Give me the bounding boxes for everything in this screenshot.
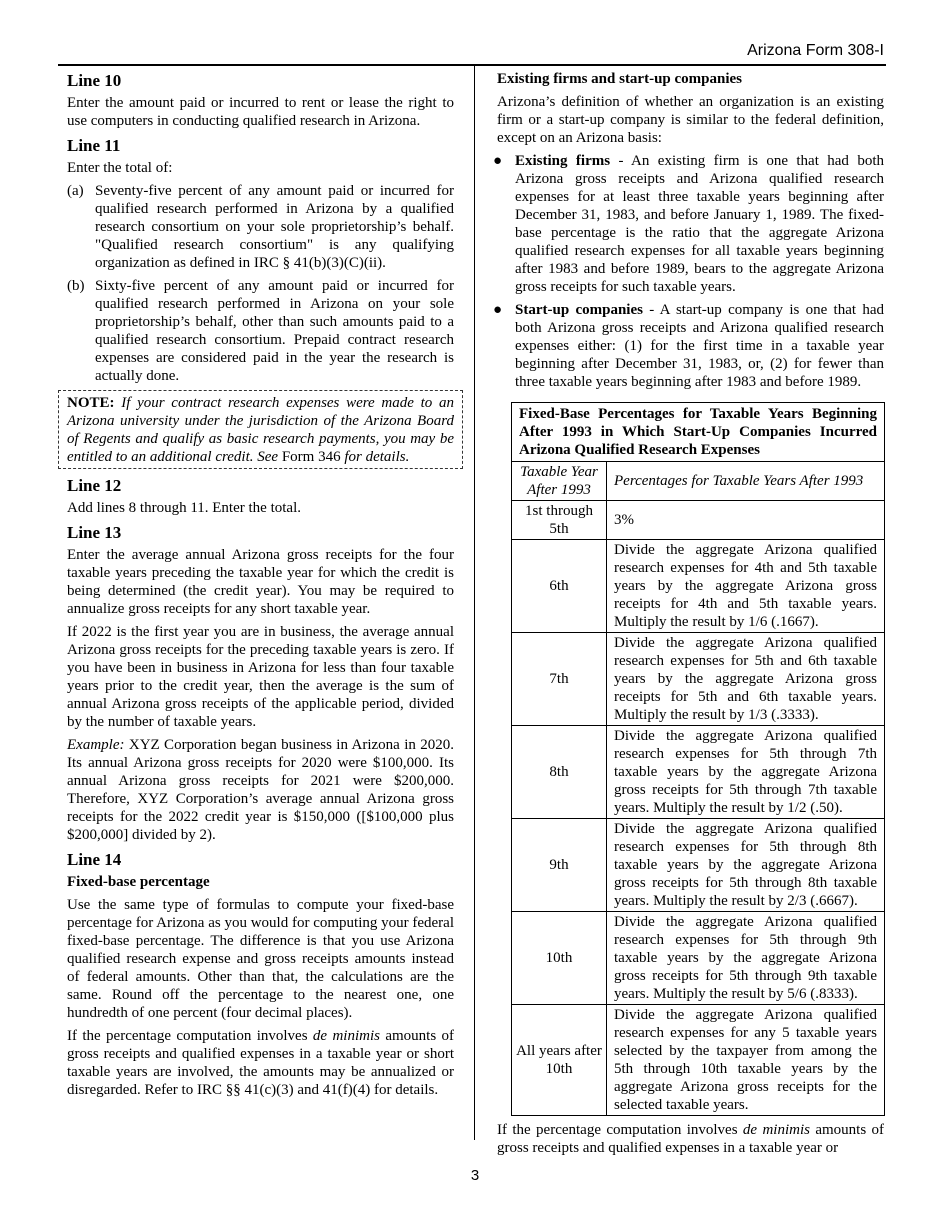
- line14-heading: Line 14: [67, 850, 122, 869]
- list-item: [67, 182, 454, 272]
- text-span: If the percentage computation involves: [497, 1122, 738, 1138]
- line14-paragraph: [67, 1027, 454, 1099]
- table-row: [512, 819, 885, 912]
- existing-firms-heading: Existing firms and start-up companies: [497, 71, 743, 87]
- form-title: Arizona Form 308-I: [747, 42, 884, 59]
- line14-subheading: Fixed-base percentage: [67, 874, 210, 890]
- list-item-label: (a): [67, 183, 84, 199]
- percentage-cell: Divide the aggregate Arizona qualified research expenses for 5th through 8th taxable years by the aggregate Arizona gross receipts for 5th through 8th taxable years. Multiply the result by 2/3 (.6667).: [607, 819, 885, 912]
- list-item-text: Sixty-five percent of any amount paid or incurred for qualified research performed in Arizona on your sole proprietorship’s behalf, other than such amounts paid to a qualified research consortium. Prepaid contract research expenses are considered paid in the year the research is actually done.: [95, 278, 454, 384]
- header-rule: [58, 64, 886, 66]
- year-cell: 7th: [512, 633, 607, 726]
- definition-intro: Arizona’s definition of whether an organization is an existing firm or a start-up company is similar to the federal definition, except on an Arizona basis:: [497, 94, 884, 146]
- note-box: [58, 390, 463, 469]
- year-cell: All years after 10th: [512, 1005, 607, 1116]
- list-item-label: (b): [67, 278, 85, 294]
- left-column: [67, 70, 454, 1104]
- list-item: [493, 152, 884, 296]
- year-cell: 8th: [512, 726, 607, 819]
- de-minimis-term: de minimis: [742, 1122, 810, 1138]
- note-text: If your contract research expenses were made to an Arizona university under the jurisdiction of the Arizona Board of Regents and qualify as basic research payments, you may be entitled to an additional credit. See: [67, 395, 454, 465]
- line12-text: Add lines 8 through 11. Enter the total.: [67, 500, 301, 516]
- percentage-cell: Divide the aggregate Arizona qualified research expenses for 5th through 9th taxable years by the aggregate Arizona gross receipts for 5th through 9th taxable years. Multiply the result by 5/6 (.8333).: [607, 912, 885, 1005]
- line13-paragraph: Enter the average annual Arizona gross receipts for the four taxable years preceding the taxable year for which the credit is being determined (the credit year). You may be required to annualize gross receipts for any short taxable year.: [67, 547, 454, 617]
- list-item-text: Seventy-five percent of any amount paid or incurred for qualified research performed in Arizona by a qualified research consortium on your sole proprietorship’s behalf. "Qualified research consortium" is any qualifying organization as defined in IRC § 41(b)(3)(C)(ii).: [95, 183, 454, 271]
- line10-heading: Line 10: [67, 71, 122, 90]
- note-text-end: for details.: [344, 449, 410, 465]
- line14-paragraph: Use the same type of formulas to compute your fixed-base percentage for Arizona as you would for computing your federal fixed-base percentage. The difference is that you use Arizona qualified research expense and gross receipts amounts instead of federal amounts. Other than that, the calculations are the same. Round off the percentage to the nearest one, one hundredth of one percent (four decimal places).: [67, 897, 454, 1021]
- page-number: 3: [470, 1167, 480, 1184]
- percentage-cell: Divide the aggregate Arizona qualified research expenses for 5th through 7th taxable years by the aggregate Arizona gross receipts for 5th through 7th taxable years. Multiply the result by 1/2 (.50).: [607, 726, 885, 819]
- bullet-icon: ●: [493, 153, 503, 169]
- right-column: [493, 70, 885, 1162]
- bullet-text: - An existing firm is one that had both Arizona gross receipts and Arizona qualified research expenses for at least three taxable years beginning after December 31, 1983, and before January 1, 1989. The fixed-base percentage is the ratio that the aggregate Arizona qualified research expenses for all taxable years beginning after 1983 and before 1989, bears to the aggregate Arizona gross receipts for such taxable years.: [515, 153, 884, 295]
- table-header-row: [512, 462, 885, 501]
- text-span: amounts of gross receipts and qualified expenses in a taxable year or short taxable years are involved, the amounts may be annualized or disregarded. Refer to IRC §§ 41(c)(3) and 41(f)(4) for details.: [67, 1028, 455, 1098]
- list-item-text: [515, 301, 884, 391]
- year-cell: 9th: [512, 819, 607, 912]
- note-label: NOTE:: [67, 395, 115, 411]
- line13-example: [67, 736, 454, 844]
- example-text: XYZ Corporation began business in Arizona in 2020. Its annual Arizona gross receipts for 2020 were $100,000. Its annual Arizona gross receipts for 2021 were $200,000. Therefore, XYZ Corporation’s average annual Arizona gross receipts for the 2022 credit year is $150,000 ([$100,000 plus $200,000] divided by 2).: [67, 737, 454, 843]
- list-item: [67, 277, 454, 385]
- line11-heading: Line 11: [67, 136, 121, 155]
- table-row: [512, 540, 885, 633]
- year-cell: 10th: [512, 912, 607, 1005]
- table-caption-row: [512, 403, 885, 462]
- bullet-term: Start-up companies: [515, 302, 643, 318]
- percentage-cell: 3%: [607, 501, 885, 540]
- line11-intro: Enter the total of:: [67, 160, 173, 176]
- table-row: [512, 726, 885, 819]
- percentage-cell: Divide the aggregate Arizona qualified research expenses for 5th and 6th taxable years by the aggregate Arizona gross receipts for 5th and 6th taxable years. Multiply the result by 1/3 (.3333).: [607, 633, 885, 726]
- line10-text: Enter the amount paid or incurred to rent or lease the right to use computers in conducting qualified research in Arizona.: [67, 95, 454, 129]
- fixed-base-table: [511, 402, 885, 1116]
- column-header-year: Taxable Year After 1993: [512, 462, 607, 501]
- note-form-reference: Form 346: [281, 449, 341, 465]
- de-minimis-term: de minimis: [312, 1028, 380, 1044]
- year-cell: 1st through 5th: [512, 501, 607, 540]
- column-divider: [474, 66, 475, 1140]
- table-row: [512, 633, 885, 726]
- column-header-percentages: Percentages for Taxable Years After 1993: [607, 462, 885, 501]
- continued-paragraph: [497, 1121, 884, 1157]
- text-span: amounts of gross receipts and qualified expenses in a taxable year or: [497, 1122, 885, 1156]
- list-item: [493, 301, 884, 391]
- percentage-cell: Divide the aggregate Arizona qualified research expenses for any 5 taxable years selected by the taxpayer from among the 5th through 10th taxable years by the aggregate Arizona gross receipts for the selected taxable years.: [607, 1005, 885, 1116]
- table-caption: Fixed-Base Percentages for Taxable Years Beginning After 1993 in Which Start-Up Companies Incurred Arizona Qualified Research Expenses: [512, 403, 885, 462]
- line11-list: [67, 182, 454, 385]
- text-span: If the percentage computation involves: [67, 1028, 308, 1044]
- line12-heading: Line 12: [67, 476, 122, 495]
- table-row: [512, 1005, 885, 1116]
- line13-paragraph: If 2022 is the first year you are in business, the average annual Arizona gross receipts for the preceding taxable years is zero. If you have been in business in Arizona for less than four taxable years prior to the credit year, then the average is the sum of annual Arizona gross receipts of the applicable period, divided by the number of taxable years.: [67, 624, 454, 730]
- bullet-text: - A start-up company is one that had both Arizona gross receipts and Arizona qualified research expenses either: (1) for the first time in a taxable year beginning after December 31, 1983, or, (2) for fewer than three taxable years beginning after 1983 and before 1989.: [515, 302, 884, 390]
- table-row: [512, 501, 885, 540]
- line13-heading: Line 13: [67, 523, 122, 542]
- year-cell: 6th: [512, 540, 607, 633]
- bullet-term: Existing firms: [515, 153, 611, 169]
- percentage-cell: Divide the aggregate Arizona qualified research expenses for 4th and 5th taxable years by the aggregate Arizona gross receipts for 4th and 5th taxable years. Multiply the result by 1/6 (.1667).: [607, 540, 885, 633]
- table-row: [512, 912, 885, 1005]
- firm-type-list: [493, 152, 884, 391]
- example-label: Example:: [67, 737, 125, 753]
- list-item-text: [515, 152, 884, 296]
- bullet-icon: ●: [493, 302, 503, 318]
